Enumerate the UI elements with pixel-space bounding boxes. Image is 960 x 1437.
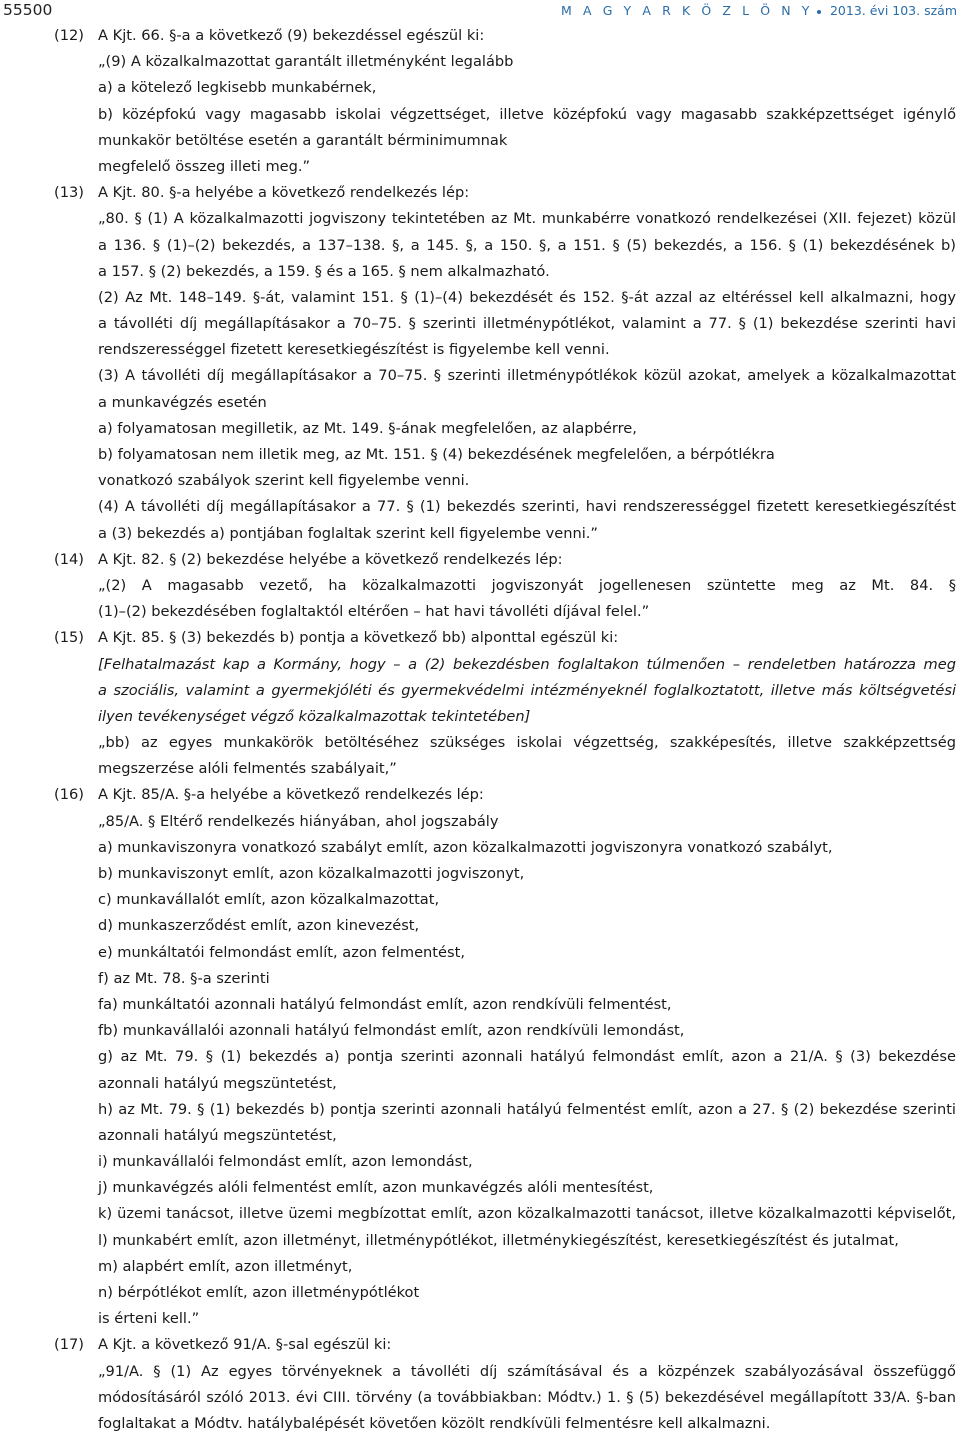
journal-title: M A G Y A R K Ö Z L Ö N Y — [561, 3, 813, 18]
line-text: azonnali hatályú megszüntetést, — [98, 1074, 337, 1092]
bullet-icon — [817, 10, 821, 14]
text-line — [0, 730, 960, 756]
running-head — [561, 3, 957, 18]
text-line — [0, 1228, 960, 1254]
text-line — [0, 49, 960, 75]
line-text: A Kjt. 85. § (3) bekezdés b) pontja a következő bb) alponttal egészül ki: — [98, 629, 619, 647]
paragraph-start-line — [0, 23, 960, 49]
text-line — [0, 442, 960, 468]
text-line — [0, 1411, 960, 1437]
text-line — [0, 809, 960, 835]
line-text: i) munkavállalói felmondást említ, azon lemondást, — [98, 1153, 473, 1171]
line-text: megfelelő összeg illeti meg.” — [98, 157, 311, 175]
text-line — [0, 652, 960, 678]
text-line — [0, 1097, 960, 1123]
paragraph-start-line — [0, 1332, 960, 1358]
line-text: „(9) A közalkalmazottat garantált illetményként legalább — [98, 53, 514, 71]
text-line — [0, 1149, 960, 1175]
page-header — [0, 0, 960, 24]
paragraph-start-line — [0, 547, 960, 573]
line-text: a) a kötelező legkisebb munkabérnek, — [98, 79, 377, 97]
paragraph-number: (14) — [54, 550, 84, 568]
line-text: (1)–(2) bekezdésében foglaltaktól eltérően – hat havi távolléti díjával felel.” — [98, 603, 650, 621]
text-line — [0, 678, 960, 704]
text-line — [0, 285, 960, 311]
text-line — [0, 233, 960, 259]
text-line — [0, 1071, 960, 1097]
paragraph-number: (12) — [54, 27, 84, 44]
text-line — [0, 1359, 960, 1385]
text-line — [0, 756, 960, 782]
text-line — [0, 494, 960, 520]
line-text: (4) A távolléti díj megállapításakor a 77. § (1) bekezdés szerinti, havi rendszerességgel fizetett keresetkiegészítést — [98, 498, 956, 516]
line-text: rendszerességgel fizetett keresetkiegészítést is figyelembe kell venni. — [98, 341, 610, 359]
text-line — [0, 1123, 960, 1149]
line-text: megszerzése alóli felmentés szabályait,” — [98, 760, 397, 778]
line-text: [Felhatalmazást kap a Kormány, hogy – a (2) bekezdésben foglaltakon túlmenően – rendeletben határozza meg — [98, 655, 956, 673]
line-text: vonatkozó szabályok szerint kell figyelembe venni. — [98, 472, 470, 490]
text-line — [0, 861, 960, 887]
line-text: (3) A távolléti díj megállapításakor a 70–75. § szerinti illetménypótlékok közül azokat, amelyek a közalkalmazottat — [98, 367, 956, 385]
line-text: foglaltakat a Módtv. hatálybalépését követően közölt rendkívüli felmentésre kell alkalmazni. — [98, 1414, 771, 1432]
line-text: a 136. § (1)–(2) bekezdés, a 137–138. §, a 145. §, a 150. §, a 151. § (5) bekezdés, a 156. § (1) bekezdésének b) — [98, 236, 956, 254]
line-text: a 157. § (2) bekezdés, a 159. § és a 165. § nem alkalmazható. — [98, 262, 550, 280]
line-text: „91/A. § (1) Az egyes törvényeknek a távolléti díj számításával és a közpénzek szabályozásával összefüggő — [98, 1362, 956, 1380]
text-line — [0, 1201, 960, 1227]
line-text: a szociális, valamint a gyermekjóléti és gyermekvédelmi intézményeknél foglalkoztatott, illetve más költségvetési — [98, 681, 956, 699]
text-line — [0, 704, 960, 730]
line-text: ilyen tevékenységet végző közalkalmazottak tekintetében] — [98, 707, 531, 725]
line-text: módosításáról szóló 2013. évi CIII. törvény (a továbbiakban: Módtv.) 1. § (5) bekezdésével megállapított 33/A. §-ban — [98, 1388, 956, 1406]
line-text: b) munkaviszonyt említ, azon közalkalmazotti jogviszonyt, — [98, 865, 525, 882]
text-line — [0, 940, 960, 966]
line-text: A Kjt. 66. §-a a következő (9) bekezdéssel egészül ki: — [98, 27, 485, 44]
line-text: k) üzemi tanácsot, illetve üzemi megbízottat említ, azon közalkalmazotti tanácsot, illetve közalkalmazotti képviselőt, — [98, 1205, 956, 1223]
text-line — [0, 1306, 960, 1332]
line-text: A Kjt. a következő 91/A. §-sal egészül ki: — [98, 1336, 392, 1354]
text-line — [0, 154, 960, 180]
line-text: a) folyamatosan megilletik, az Mt. 149. §-ának megfelelően, az alapbérre, — [98, 419, 637, 437]
line-text: h) az Mt. 79. § (1) bekezdés b) pontja szerinti azonnali hatályú felmentést említ, azon a 27. § (2) bekezdése szerinti — [98, 1100, 956, 1118]
text-line — [0, 337, 960, 363]
document-body — [0, 23, 960, 1437]
line-text: A Kjt. 80. §-a helyébe a következő rendelkezés lép: — [98, 184, 470, 202]
page-number: 55500 — [3, 1, 53, 19]
text-line — [0, 363, 960, 389]
paragraph-number: (15) — [54, 629, 84, 647]
text-line — [0, 128, 960, 154]
paragraph-number: (16) — [54, 786, 84, 804]
text-line — [0, 913, 960, 939]
line-text: d) munkaszerződést említ, azon kinevezést, — [98, 917, 420, 935]
paragraph-start-line — [0, 782, 960, 808]
line-text: m) alapbért említ, azon illetményt, — [98, 1257, 353, 1275]
text-line — [0, 1280, 960, 1306]
line-text: A Kjt. 82. § (2) bekezdése helyébe a következő rendelkezés lép: — [98, 550, 563, 568]
line-text: c) munkavállalót említ, azon közalkalmazottat, — [98, 891, 440, 909]
text-line — [0, 887, 960, 913]
text-line — [0, 259, 960, 285]
line-text: „80. § (1) A közalkalmazotti jogviszony tekintetében az Mt. munkabérre vonatkozó rendelkezései (XII. fejezet) közül — [98, 210, 956, 228]
paragraph-number: (13) — [54, 184, 84, 202]
text-line — [0, 599, 960, 625]
text-line — [0, 468, 960, 494]
text-line — [0, 966, 960, 992]
line-text: munkakör betöltése esetén a garantált bérminimumnak — [98, 131, 508, 149]
paragraph-number: (17) — [54, 1336, 84, 1354]
line-text: „85/A. § Eltérő rendelkezés hiányában, ahol jogszabály — [98, 812, 499, 830]
text-line — [0, 573, 960, 599]
line-text: a távolléti díj megállapításakor a 70–75. § szerinti illetménypótlékot, valamint a 77. § (1) bekezdése szerinti havi — [98, 315, 956, 333]
paragraph-start-line — [0, 180, 960, 206]
text-line — [0, 75, 960, 101]
line-text: (2) Az Mt. 148–149. §-át, valamint 151. § (1)–(4) bekezdését és 152. §-át azzal az eltéréssel kell alkalmazni, hogy — [98, 288, 956, 306]
line-text: fb) munkavállalói azonnali hatályú felmondást említ, azon rendkívüli lemondást, — [98, 1022, 685, 1040]
text-line — [0, 206, 960, 232]
line-text: fa) munkáltatói azonnali hatályú felmondást említ, azon rendkívüli felmentést, — [98, 995, 672, 1013]
line-text: n) bérpótlékot említ, azon illetménypótlékot — [98, 1284, 420, 1301]
line-text: is érteni kell.” — [98, 1310, 200, 1328]
line-text: g) az Mt. 79. § (1) bekezdés a) pontja szerinti azonnali hatályú felmondást említ, azon a 21/A. § (3) bekezdése — [98, 1048, 956, 1066]
text-line — [0, 416, 960, 442]
text-line — [0, 835, 960, 861]
text-line — [0, 521, 960, 547]
line-text: b) középfokú vagy magasabb iskolai végzettséget, illetve középfokú vagy magasabb szakképzettséget igénylő — [98, 105, 956, 123]
text-line — [0, 1254, 960, 1280]
text-line — [0, 1175, 960, 1201]
text-line — [0, 1044, 960, 1070]
line-text: azonnali hatályú megszüntetést, — [98, 1126, 337, 1144]
line-text: „bb) az egyes munkakörök betöltéséhez szükséges iskolai végzettség, szakképesítés, illetve szakképzettség — [98, 734, 956, 752]
line-text: a) munkaviszonyra vonatkozó szabályt említ, azon közalkalmazotti jogviszonyra vonatkozó szabályt, — [98, 838, 833, 856]
text-line — [0, 1385, 960, 1411]
line-text: j) munkavégzés alóli felmentést említ, azon munkavégzés alóli mentesítést, — [98, 1179, 654, 1197]
line-text: f) az Mt. 78. §-a szerinti — [98, 969, 270, 987]
text-line — [0, 390, 960, 416]
text-line — [0, 1018, 960, 1044]
issue-number: 2013. évi 103. szám — [829, 3, 957, 18]
text-line — [0, 992, 960, 1018]
line-text: a (3) bekezdés a) pontjában foglaltak szerint kell figyelembe venni.” — [98, 524, 598, 542]
line-text: A Kjt. 85/A. §-a helyébe a következő rendelkezés lép: — [98, 786, 484, 804]
line-text: l) munkabért említ, azon illetményt, illetménypótlékot, illetménykiegészítést, keresetkiegészítést és jutalmat, — [98, 1231, 899, 1249]
line-text: b) folyamatosan nem illetik meg, az Mt. 151. § (4) bekezdésének megfelelően, a bérpótlékra — [98, 446, 775, 463]
text-line — [0, 311, 960, 337]
line-text: e) munkáltatói felmondást említ, azon felmentést, — [98, 943, 465, 961]
paragraph-start-line — [0, 625, 960, 651]
text-line — [0, 102, 960, 128]
line-text: „(2) A magasabb vezető, ha közalkalmazotti jogviszonyát jogellenesen szüntette meg az Mt. 84. § — [98, 576, 956, 594]
line-text: a munkavégzés esetén — [98, 393, 267, 411]
